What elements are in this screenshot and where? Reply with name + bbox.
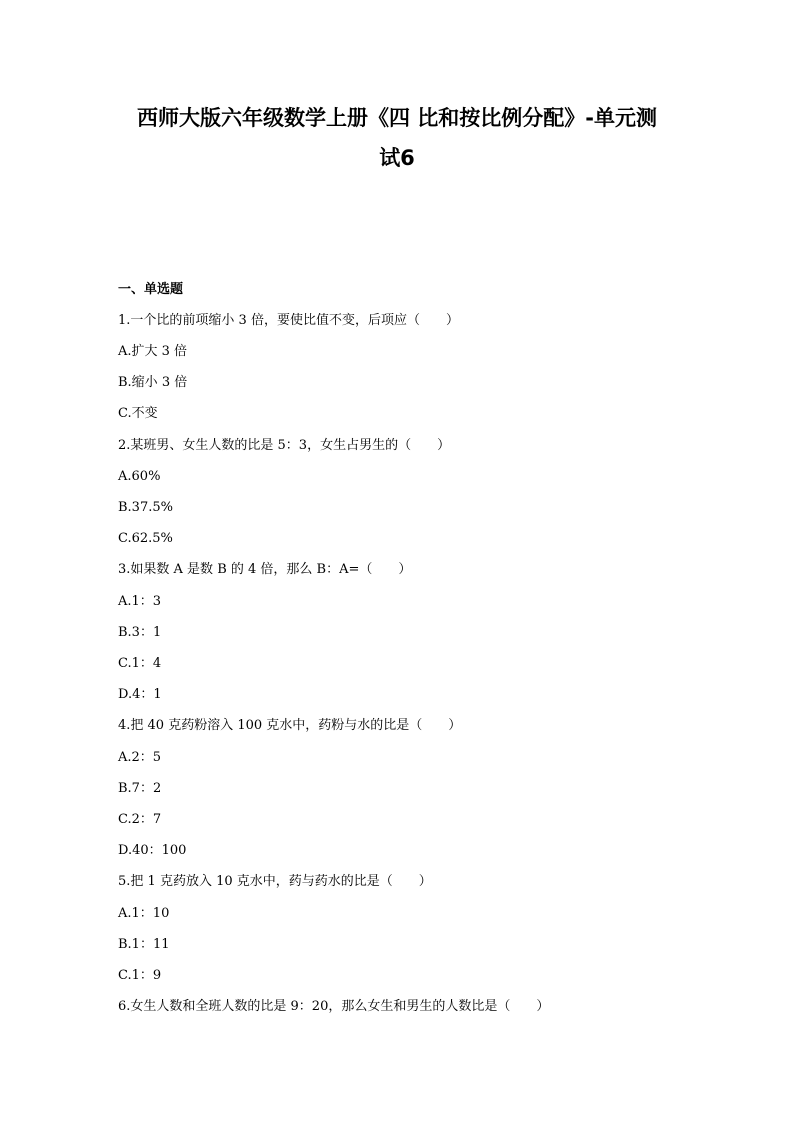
question-3-option-b: B.3：1 [118, 625, 162, 640]
section-heading: 一、单选题 [118, 282, 184, 297]
document-title-line-1: 西师大版六年级数学上册《四 比和按比例分配》-单元测 [136, 106, 658, 130]
question-2-option-c: C.62.5% [118, 531, 173, 546]
question-5-option-c: C.1：9 [118, 968, 162, 983]
document-title-line-2: 试6 [379, 146, 415, 170]
question-4-option-d: D.40：100 [118, 843, 187, 858]
question-5-option-a: A.1：10 [118, 906, 170, 921]
question-1-option-b: B.缩小 3 倍 [118, 375, 188, 390]
question-3-option-a: A.1：3 [118, 594, 162, 609]
question-3-stem: 3.如果数 A 是数 B 的 4 倍，那么 B：A=（ ） [118, 562, 412, 577]
question-4-stem: 4.把 40 克药粉溶入 100 克水中，药粉与水的比是（ ） [118, 718, 462, 733]
question-3-option-d: D.4：1 [118, 687, 162, 702]
question-5-option-b: B.1：11 [118, 937, 170, 952]
question-4-option-a: A.2：5 [118, 750, 162, 765]
question-5-stem: 5.把 1 克药放入 10 克水中，药与药水的比是（ ） [118, 874, 432, 889]
question-4-option-b: B.7：2 [118, 781, 162, 796]
question-1-stem: 1.一个比的前项缩小 3 倍，要使比值不变，后项应（ ） [118, 313, 459, 328]
question-6-stem: 6.女生人数和全班人数的比是 9：20，那么女生和男生的人数比是（ ） [118, 999, 550, 1014]
question-2-option-b: B.37.5% [118, 500, 173, 515]
question-2-option-a: A.60% [118, 469, 161, 484]
question-3-option-c: C.1：4 [118, 656, 162, 671]
question-1-option-a: A.扩大 3 倍 [118, 344, 188, 359]
question-4-option-c: C.2：7 [118, 812, 162, 827]
question-2-stem: 2.某班男、女生人数的比是 5：3，女生占男生的（ ） [118, 438, 451, 453]
question-1-option-c: C.不变 [118, 406, 158, 421]
